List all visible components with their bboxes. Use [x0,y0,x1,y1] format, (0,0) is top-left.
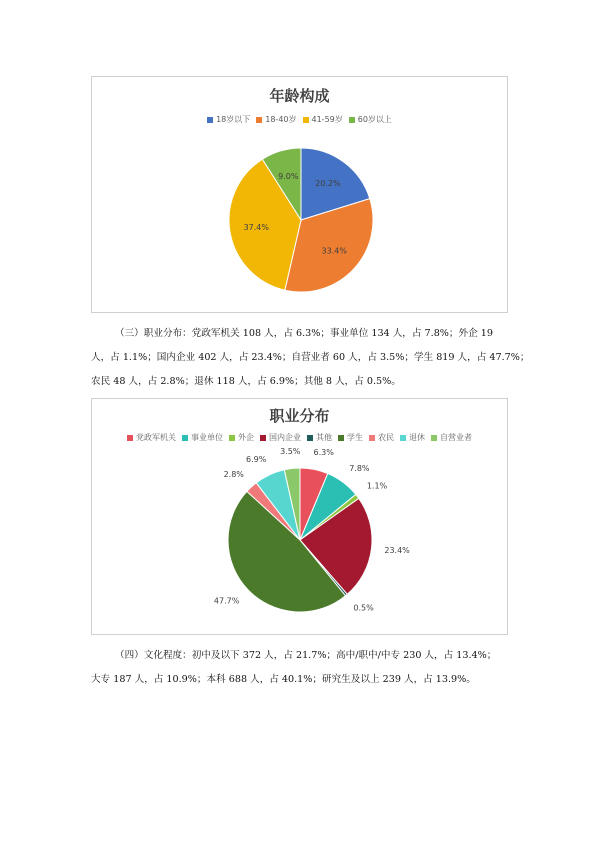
legend-label: 外企 [238,433,254,442]
legend-label: 其他 [316,433,332,442]
data-label: 37.4% [243,223,270,233]
legend-label: 自营业者 [440,433,472,442]
occupation-chart [91,398,508,635]
education-line-1: （四）文化程度：初中及以下 372 人，占 21.7%；高中/职中/中专 230 人，占 13.4%； [115,650,497,661]
age-pie [92,77,509,314]
data-label: 23.4% [384,546,410,556]
legend-label: 学生 [347,433,363,442]
data-label: 47.7% [213,596,240,606]
occupation-line-1: （三）职业分布：党政军机关 108 人，占 6.3%；事业单位 134 人，占 7.8%；外企 19 [115,328,493,339]
age-chart-title: 年龄构成 [269,87,330,105]
education-line-2: 大专 187 人，占 10.9%；本科 688 人，占 40.1%；研究生及以上 239 人，占 13.9%。 [91,674,476,685]
legend-label: 农民 [378,433,394,442]
data-label: 6.3% [313,448,334,458]
data-label: 7.8% [349,464,370,474]
legend-label: 41-59岁 [311,115,343,124]
legend-label: 事业单位 [191,433,223,442]
data-label: 0.5% [353,603,374,613]
data-label: 2.8% [223,469,244,479]
legend-label: 18岁以下 [216,115,251,124]
occupation-chart-title: 职业分布 [269,407,330,425]
data-label: 3.5% [280,447,301,457]
age-chart [91,76,508,313]
legend-label: 国内企业 [269,433,301,442]
legend-label: 18-40岁 [265,115,297,124]
data-label: 20.2% [315,178,341,188]
data-label: 33.4% [321,246,347,256]
legend-label: 60岁以上 [357,115,392,124]
data-label: 1.1% [366,481,388,491]
occupation-paragraph [91,322,530,394]
legend-label: 党政军机关 [136,433,176,442]
education-paragraph [91,644,509,692]
data-label: 6.9% [246,454,267,464]
occupation-line-2: 人，占 1.1%；国内企业 402 人，占 23.4%；自营业者 60 人，占 3.5%；学生 819 人，占 47.7%； [91,352,530,363]
occupation-pie [92,399,509,636]
legend-label: 退休 [409,433,425,442]
occupation-line-3: 农民 48 人，占 2.8%；退休 118 人，占 6.9%；其他 8 人，占 0.5%。 [91,376,401,387]
data-label: 9.0% [278,171,299,181]
